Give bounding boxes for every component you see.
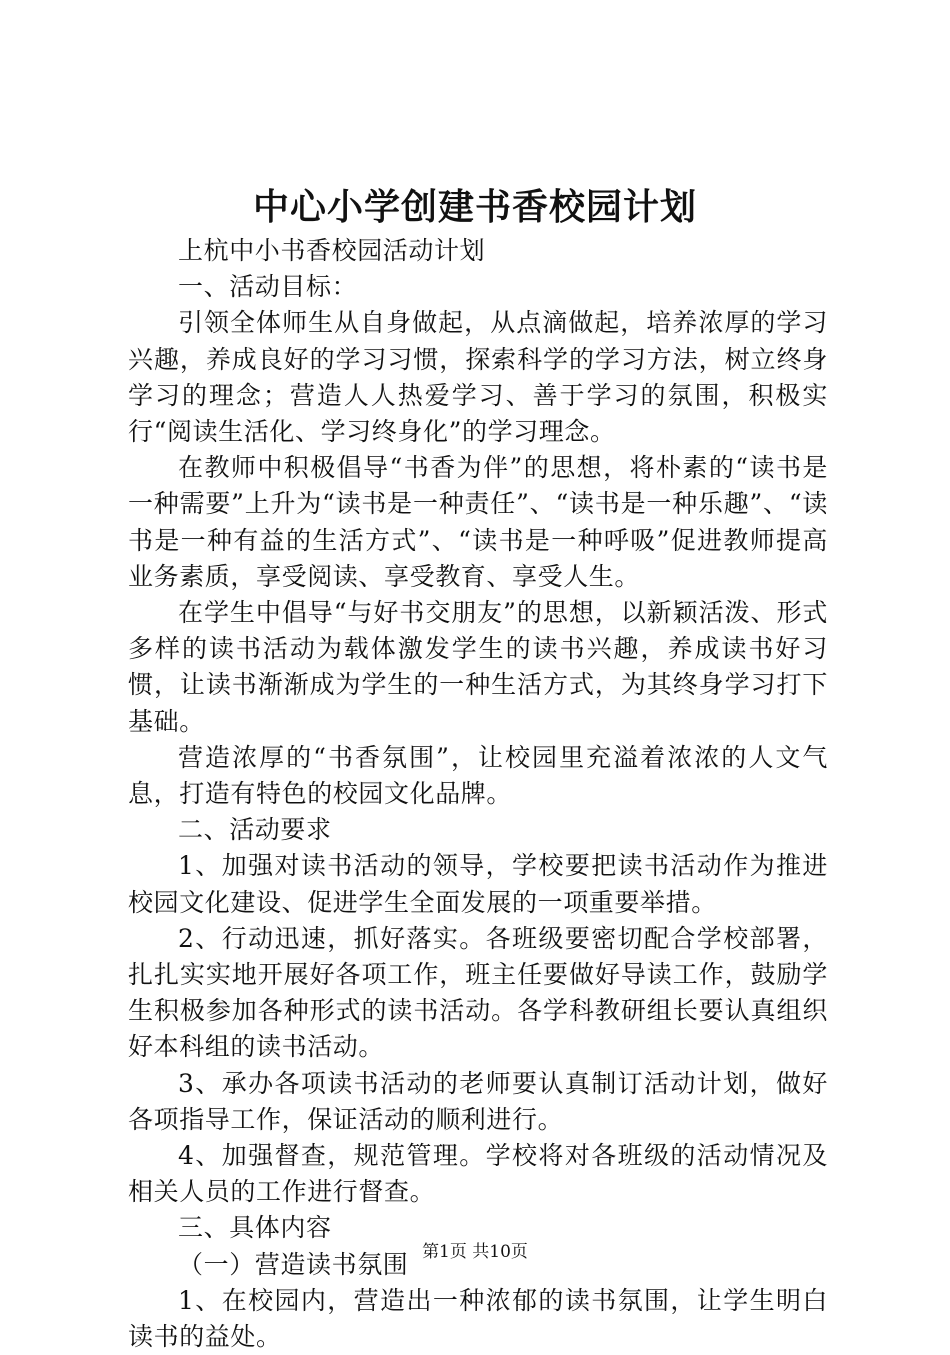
body-paragraph: 在教师中积极倡导“书香为伴”的思想，将朴素的“读书是一种需要”上升为“读书是一种责任”、“读书是一种乐趣”、“读书是一种有益的生活方式”、“读书是一种呼吸”促进教师提高业务素质，享受阅读、享受教育、享受人生。 (128, 453, 828, 591)
section-heading-goals: 一、活动目标： (178, 272, 358, 302)
body-paragraph: 引领全体师生从自身做起，从点滴做起，培养浓厚的学习兴趣，养成良好的学习习惯，探索科学的学习方法，树立终身学习的理念；营造人人热爱学习、善于学习的氛围，积极实行“阅读生活化、学习终身化”的学习理念。 (128, 308, 828, 447)
body-paragraph: 在学生中倡导“与好书交朋友”的思想，以新颖活泼、形式多样的读书活动为载体激发学生的读书兴趣，养成读书好习惯，让读书渐渐成为学生的一种生活方式，为其终身学习打下基础。 (128, 598, 828, 736)
body-paragraph: 4、加强督查，规范管理。学校将对各班级的活动情况及相关人员的工作进行督查。 (128, 1141, 828, 1207)
document-body (128, 233, 828, 1355)
body-paragraph: 1、加强对读书活动的领导，学校要把读书活动作为推进校园文化建设、促进学生全面发展的一项重要举措。 (128, 851, 828, 917)
body-paragraph: 2、行动迅速，抓好落实。各班级要密切配合学校部署，扎扎实实地开展好各项工作，班主任要做好导读工作，鼓励学生积极参加各种形式的读书活动。各学科教研组长要认真组织好本科组的读书活动。 (128, 923, 828, 1062)
subtitle-paragraph: 上杭中小书香校园活动计划 (178, 236, 486, 265)
subsection-heading: （一）营造读书氛围 (178, 1249, 409, 1279)
section-heading-content: 三、具体内容 (178, 1213, 332, 1243)
document-title: 中心小学创建书香校园计划 (252, 187, 697, 228)
body-paragraph: 1、在校园内，营造出一种浓郁的读书氛围，让学生明白读书的益处。 (128, 1285, 828, 1352)
page-number-footer: 第1页 共10页 (422, 1242, 528, 1262)
body-paragraph: 3、承办各项读书活动的老师要认真制订活动计划，做好各项指导工作，保证活动的顺利进行。 (128, 1068, 828, 1134)
body-paragraph: 营造浓厚的“书香氛围”，让校园里充溢着浓浓的人文气息，打造有特色的校园文化品牌。 (128, 742, 828, 809)
section-heading-requirements: 二、活动要求 (178, 815, 332, 845)
